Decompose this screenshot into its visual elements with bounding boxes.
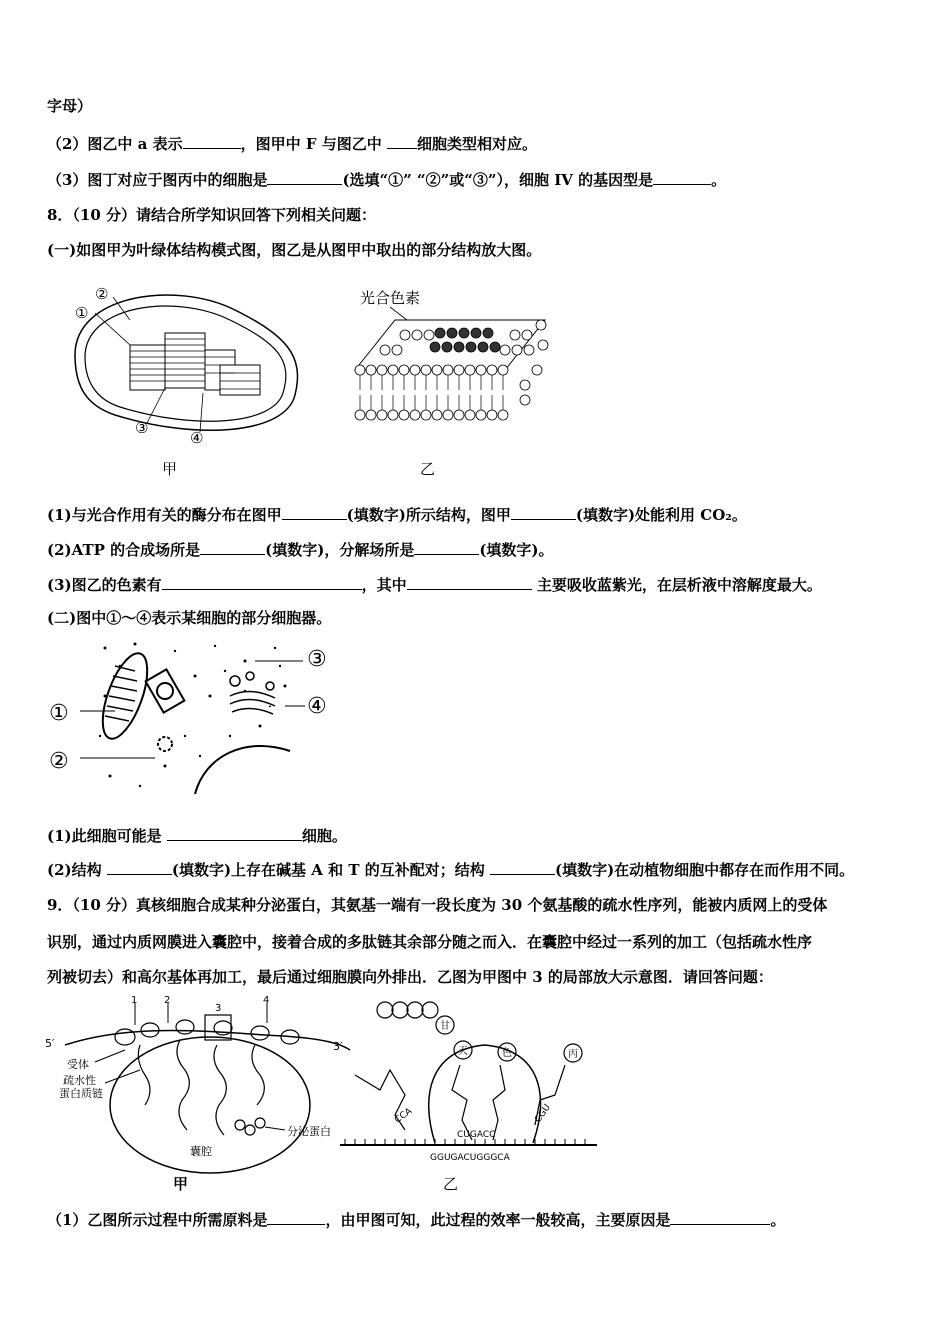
answer-blank[interactable] [407, 575, 532, 590]
question-8-3: (3)图乙的色素有 ，其中 主要吸收蓝紫光，在层析液中溶解度最大。 [47, 576, 822, 594]
organelle-2: ② [49, 749, 69, 774]
question-7-3: （3）图丁对应于图丙中的细胞是 (选填“①” “②”或“③”），细胞 IV 的基因型是 。 [47, 171, 727, 189]
answer-blank[interactable] [670, 1210, 770, 1225]
receptor-label: 受体 [67, 1058, 89, 1071]
anticodon-cca: CCA [392, 1106, 415, 1126]
question-9-line3: 列被切去）和高尔基体再加工，最后通过细胞膜向外排出．乙图为甲图中 3 的局部放大示意图．请回答问题： [47, 968, 773, 986]
section-2-intro: (二)图中①～④表示某细胞的部分细胞器。 [47, 609, 332, 627]
translation-figure [45, 995, 605, 1195]
question-8-1: (1)与光合作用有关的酶分布在图甲 (填数字)所示结构，图甲 (填数字)处能利用 CO₂。 [47, 506, 747, 524]
answer-blank[interactable] [511, 505, 576, 520]
caption-jia-3: 甲 [173, 1175, 189, 1193]
marker-3: 3 [215, 1003, 222, 1014]
three-prime: 3′ [333, 1040, 343, 1053]
mrna-sequence: GGUGACUGGGCA [430, 1153, 510, 1163]
answer-blank[interactable] [167, 826, 302, 841]
marker-1: 1 [131, 995, 138, 1006]
answer-blank[interactable] [653, 170, 711, 185]
caption-jia: 甲 [162, 460, 178, 478]
aa-se: 色 [502, 1048, 512, 1059]
aa-tian: 天 [458, 1046, 468, 1057]
hydrophobic-label-2: 蛋白质链 [59, 1087, 103, 1100]
answer-blank[interactable] [162, 575, 362, 590]
question-8-b1: (1)此细胞可能是 细胞。 [47, 827, 347, 845]
answer-blank[interactable] [387, 134, 417, 149]
question-7-2: （2）图乙中 a 表示 ，图甲中 F 与图乙中 细胞类型相对应。 [47, 135, 537, 153]
question-9-line1: 9．（10 分）真核细胞合成某种分泌蛋白，其氨基一端有一段长度为 30 个氨基酸的疏水性序列，能被内质网上的受体 [47, 896, 828, 914]
anticodon-cugacc: CUGACC [457, 1130, 496, 1140]
line-continuation: 字母） [47, 97, 93, 115]
answer-blank[interactable] [183, 134, 241, 149]
anticodon-cgu: CGU [533, 1102, 553, 1125]
marker-4: 4 [263, 995, 270, 1006]
answer-blank[interactable] [200, 540, 265, 555]
label-3: ③ [135, 419, 149, 437]
secreted-protein-label: 分泌蛋白 [287, 1125, 331, 1138]
answer-blank[interactable] [267, 170, 342, 185]
answer-blank[interactable] [414, 540, 479, 555]
marker-2: 2 [164, 995, 171, 1006]
answer-blank[interactable] [282, 505, 347, 520]
aa-bing: 丙 [568, 1049, 578, 1060]
hydrophobic-label-1: 疏水性 [63, 1074, 96, 1087]
label-2: ② [95, 285, 109, 303]
label-4: ④ [190, 429, 204, 447]
pigment-label: 光合色素 [360, 289, 421, 307]
five-prime: 5′ [45, 1037, 55, 1050]
label-1: ① [75, 304, 89, 322]
answer-blank[interactable] [107, 860, 172, 875]
section-1-intro: (一)如图甲为叶绿体结构模式图，图乙是从图甲中取出的部分结构放大图。 [47, 241, 542, 259]
aa-gan: 甘 [440, 1021, 450, 1032]
organelle-1: ① [49, 701, 69, 726]
answer-blank[interactable] [267, 1210, 325, 1225]
organelle-3: ③ [307, 647, 327, 672]
question-9-line2: 识别，通过内质网膜进入囊腔中，接着合成的多肽链其余部分随之而入．在囊腔中经过一系列的加工（包括疏水性序 [47, 933, 813, 951]
caption-yi: 乙 [420, 460, 436, 478]
organelle-figure [45, 636, 340, 796]
question-8-2: (2)ATP 的合成场所是 (填数字)，分解场所是 (填数字)。 [47, 541, 554, 559]
question-8-title: 8．（10 分）请结合所学知识回答下列相关问题： [47, 206, 377, 224]
answer-blank[interactable] [490, 860, 555, 875]
chloroplast-figure [55, 275, 575, 485]
lumen-label: 囊腔 [190, 1145, 212, 1158]
question-9-1: （1）乙图所示过程中所需原料是 ，由甲图可知，此过程的效率一般较高，主要原因是 。 [47, 1211, 786, 1229]
organelle-4: ④ [307, 694, 327, 719]
question-8-b2: (2)结构 (填数字)上存在碱基 A 和 T 的互补配对；结构 (填数字)在动植物细胞中都存在而作用不同。 [47, 861, 855, 879]
caption-yi-3: 乙 [443, 1175, 459, 1193]
